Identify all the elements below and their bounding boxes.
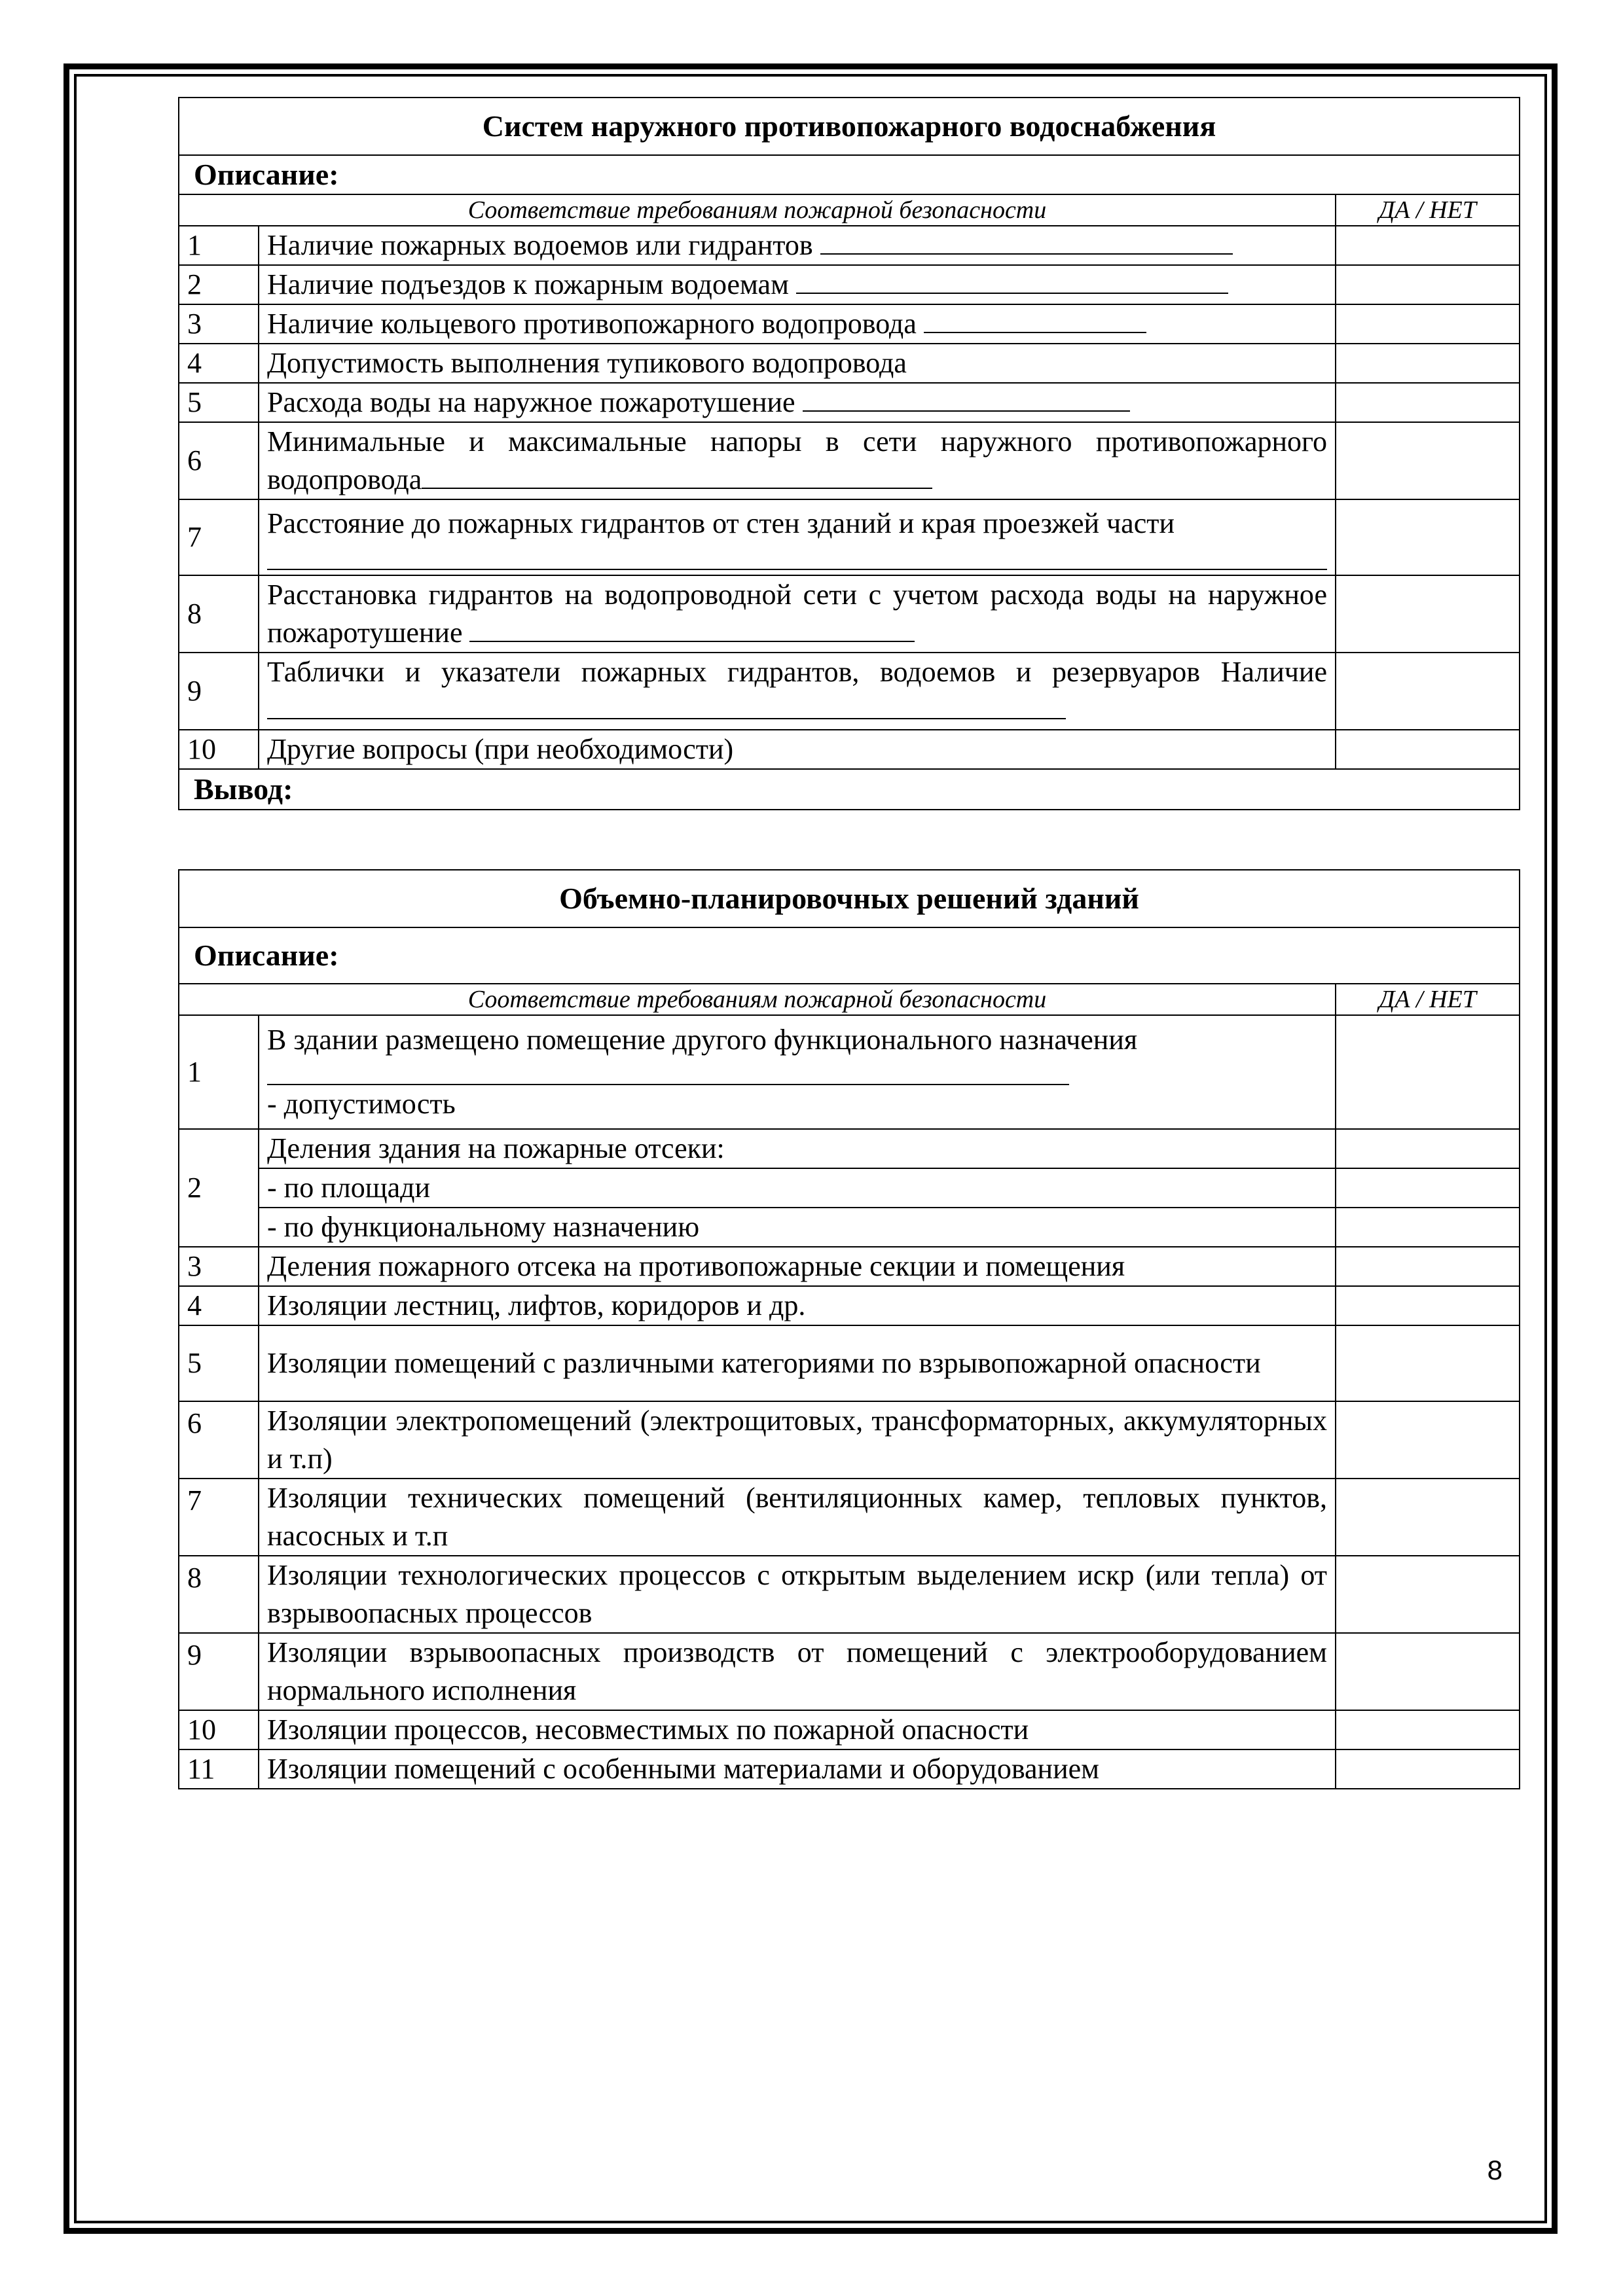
yes-no-cell[interactable] <box>1336 1168 1520 1208</box>
description-label: Описание: <box>179 155 1520 194</box>
checklist-row <box>179 265 1520 304</box>
row-text: Изоляции взрывоопасных производств от помещений с электрооборудованием нормального исполнения <box>259 1633 1336 1710</box>
yes-no-cell[interactable] <box>1336 265 1520 304</box>
yes-no-cell[interactable] <box>1336 1401 1520 1479</box>
yes-no-header: ДА / НЕТ <box>1336 984 1520 1015</box>
yes-no-cell[interactable] <box>1336 1015 1520 1129</box>
row-text: Изоляции процессов, несовместимых по пожарной опасности <box>259 1710 1336 1749</box>
checklist-row <box>179 1479 1520 1556</box>
yes-no-cell[interactable] <box>1336 575 1520 653</box>
checklist-row <box>179 304 1520 344</box>
yes-no-cell[interactable] <box>1336 1479 1520 1556</box>
section-title: Объемно-планировочных решений зданий <box>179 870 1520 927</box>
yes-no-cell[interactable] <box>1336 1749 1520 1789</box>
checklist-row <box>179 422 1520 499</box>
compliance-header: Соответствие требованиям пожарной безопасности <box>179 984 1336 1015</box>
row-number: 9 <box>179 1633 259 1710</box>
row-text: Изоляции технических помещений (вентиляционных камер, тепловых пунктов, насосных и т.п <box>259 1479 1336 1556</box>
yes-no-cell[interactable] <box>1336 1247 1520 1286</box>
row-number: 5 <box>179 383 259 422</box>
yes-no-cell[interactable] <box>1336 383 1520 422</box>
row-number: 8 <box>179 1556 259 1633</box>
row-text: Минимальные и максимальные напоры в сети наружного противопожарного водопровода <box>259 422 1336 499</box>
row-number: 4 <box>179 1286 259 1325</box>
checklist-row <box>179 1749 1520 1789</box>
checklist-row <box>179 344 1520 383</box>
yes-no-cell[interactable] <box>1336 226 1520 265</box>
checklist-subrow <box>179 1168 1520 1208</box>
row-number: 2 <box>179 1129 259 1247</box>
yes-no-header: ДА / НЕТ <box>1336 194 1520 226</box>
checklist-row <box>179 653 1520 730</box>
checklist-row <box>179 383 1520 422</box>
row-text: Деления пожарного отсека на противопожарные секции и помещения <box>259 1247 1336 1286</box>
fill-in-line[interactable] <box>267 543 1327 570</box>
row-text: Допустимость выполнения тупикового водопровода <box>259 344 1336 383</box>
checklist-row <box>179 575 1520 653</box>
fill-in-line[interactable] <box>469 616 915 642</box>
page-number: 8 <box>1487 2155 1503 2185</box>
fill-in-line[interactable] <box>803 386 1130 412</box>
checklist-row <box>179 1633 1520 1710</box>
row-text: Таблички и указатели пожарных гидрантов, водоемов и резервуаров Наличие <box>259 653 1336 730</box>
space-planning-checklist-table <box>178 869 1520 1789</box>
section-title: Систем наружного противопожарного водоснабжения <box>179 98 1520 155</box>
row-number: 3 <box>179 304 259 344</box>
row-text: Деления здания на пожарные отсеки: <box>259 1129 1336 1168</box>
row-number: 5 <box>179 1325 259 1401</box>
fill-in-line[interactable] <box>820 228 1233 255</box>
row-number: 6 <box>179 1401 259 1479</box>
checklist-row <box>179 499 1520 575</box>
row-text: Изоляции технологических процессов с открытым выделением искр (или тепла) от взрывоопасных процессов <box>259 1556 1336 1633</box>
row-number: 1 <box>179 226 259 265</box>
row-subtext: - по функциональному назначению <box>259 1208 1336 1247</box>
checklist-row <box>179 1015 1520 1129</box>
yes-no-cell[interactable] <box>1336 304 1520 344</box>
yes-no-cell[interactable] <box>1336 1286 1520 1325</box>
checklist-row <box>179 1556 1520 1633</box>
conclusion-label: Вывод: <box>179 769 1520 810</box>
checklist-row <box>179 1129 1520 1168</box>
yes-no-cell[interactable] <box>1336 422 1520 499</box>
checklist-row <box>179 226 1520 265</box>
row-text: Расхода воды на наружное пожаротушение <box>259 383 1336 422</box>
row-number: 3 <box>179 1247 259 1286</box>
yes-no-cell[interactable] <box>1336 1556 1520 1633</box>
row-text: Наличие подъездов к пожарным водоемам <box>259 265 1336 304</box>
yes-no-cell[interactable] <box>1336 1129 1520 1168</box>
row-number: 11 <box>179 1749 259 1789</box>
row-text: Расстановка гидрантов на водопроводной сети с учетом расхода воды на наружное пожаротушение <box>259 575 1336 653</box>
checklist-row <box>179 1710 1520 1749</box>
row-number: 2 <box>179 265 259 304</box>
yes-no-cell[interactable] <box>1336 653 1520 730</box>
row-number: 8 <box>179 575 259 653</box>
yes-no-cell[interactable] <box>1336 499 1520 575</box>
checklist-subrow <box>179 1208 1520 1247</box>
row-text: Изоляции лестниц, лифтов, коридоров и др. <box>259 1286 1336 1325</box>
row-number: 4 <box>179 344 259 383</box>
fill-in-line[interactable] <box>924 307 1146 333</box>
row-number: 1 <box>179 1015 259 1129</box>
checklist-row <box>179 1401 1520 1479</box>
yes-no-cell[interactable] <box>1336 730 1520 769</box>
row-subtext: - допустимость <box>267 1088 456 1120</box>
row-text: Другие вопросы (при необходимости) <box>259 730 1336 769</box>
checklist-row <box>179 730 1520 769</box>
yes-no-cell[interactable] <box>1336 1208 1520 1247</box>
yes-no-cell[interactable] <box>1336 1710 1520 1749</box>
fill-in-line[interactable] <box>267 1059 1069 1085</box>
checklist-row <box>179 1247 1520 1286</box>
row-number: 7 <box>179 1479 259 1556</box>
row-number: 7 <box>179 499 259 575</box>
row-text: Изоляции помещений с особенными материалами и оборудованием <box>259 1749 1336 1789</box>
checklist-row <box>179 1325 1520 1401</box>
description-label: Описание: <box>179 927 1520 984</box>
row-text: Наличие пожарных водоемов или гидрантов <box>259 226 1336 265</box>
row-text: Наличие кольцевого противопожарного водопровода <box>259 304 1336 344</box>
water-supply-checklist-table <box>178 97 1520 810</box>
row-text: Расстояние до пожарных гидрантов от стен зданий и края проезжей части <box>259 499 1336 575</box>
row-number: 9 <box>179 653 259 730</box>
row-text: Изоляции помещений с различными категориями по взрывопожарной опасности <box>259 1325 1336 1401</box>
row-text: В здании размещено помещение другого функционального назначения - допустимость <box>259 1015 1336 1129</box>
row-number: 10 <box>179 730 259 769</box>
fill-in-line[interactable] <box>267 693 1066 719</box>
yes-no-cell[interactable] <box>1336 1325 1520 1401</box>
yes-no-cell[interactable] <box>1336 1633 1520 1710</box>
fill-in-line[interactable] <box>422 463 932 489</box>
row-text: Изоляции электропомещений (электрощитовых, трансформаторных, аккумуляторных и т.п) <box>259 1401 1336 1479</box>
row-number: 6 <box>179 422 259 499</box>
row-number: 10 <box>179 1710 259 1749</box>
yes-no-cell[interactable] <box>1336 344 1520 383</box>
checklist-row <box>179 1286 1520 1325</box>
fill-in-line[interactable] <box>796 268 1228 294</box>
row-subtext: - по площади <box>259 1168 1336 1208</box>
compliance-header: Соответствие требованиям пожарной безопасности <box>179 194 1336 226</box>
